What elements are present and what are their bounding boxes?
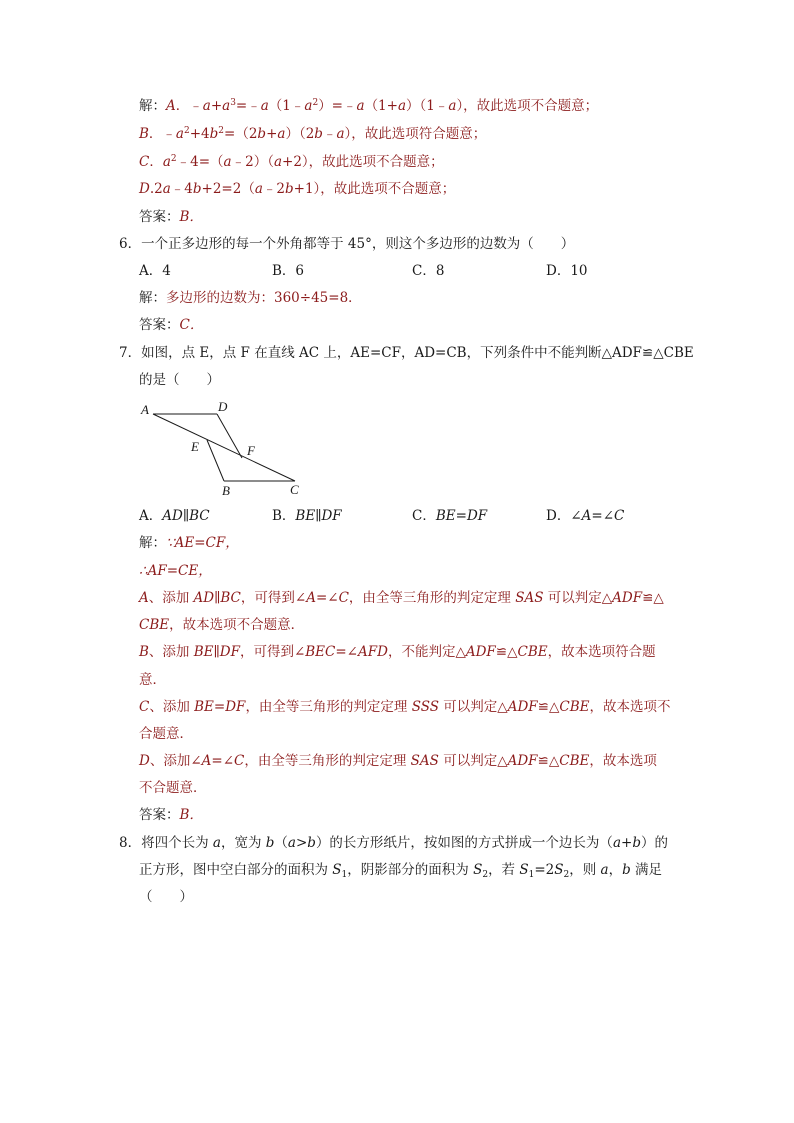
solution-label: 解： bbox=[139, 98, 166, 114]
label-d: D bbox=[218, 399, 228, 414]
q7-solution-therefore: ∴AF=CE， bbox=[139, 563, 212, 579]
q7-geometry-figure bbox=[135, 395, 310, 500]
q5-solution-a-text: A．$﹣a+a^3=﹣a(1﹣a^2)=﹣a(1+a)(1﹣a)$，故此选项不合题意； bbox=[166, 98, 599, 114]
q5-solution-d: D.2a﹣4b+2=2（a﹣2b+1），故此选项不合题意； bbox=[139, 181, 456, 197]
q6-option-c: C．8 bbox=[412, 263, 445, 279]
question-text: 将四个长为 a，宽为 b（a>b）的长方形纸片，按如图的方式拼成一个边长为（a+b）的 bbox=[141, 835, 668, 851]
question-text: 一个正多边形的每一个外角都等于 45°，则这个多边形的边数为（ ） bbox=[141, 236, 575, 252]
q7-answer: 答案：B． bbox=[139, 807, 203, 823]
question-text: 如图，点 E，点 F 在直线 AC 上，AE=CF，AD=CB，下列条件中不能判断△ADF≌△CBE bbox=[141, 345, 694, 361]
q7-solution-label: 解：∵AE=CF， bbox=[139, 535, 239, 551]
label-c: C bbox=[290, 482, 299, 497]
question-number: 7． bbox=[119, 345, 142, 361]
q7-solution-a-line1: A、添加 AD∥BC，可得到∠A=∠C，由全等三角形的判定定理 SAS 可以判定△ADF≌△ bbox=[139, 590, 664, 606]
q7-option-c: C．BE=DF bbox=[412, 508, 488, 524]
q7-answer-value: B． bbox=[179, 807, 203, 823]
q6-question bbox=[119, 235, 574, 253]
q5-solution-c: C．$a^2﹣4=(a﹣2)(a+2)$，故此选项不合题意； bbox=[139, 154, 444, 170]
q7-solution-c-line1: C、添加 BE=DF，由全等三角形的判定定理 SSS 可以判定△ADF≌△CBE，故本选项不 bbox=[139, 699, 671, 715]
label-b: B bbox=[222, 483, 230, 498]
q5-solution-b: B．$﹣a^2+4b^2=(2b+a)(2b﹣a)$，故此选项符合题意； bbox=[139, 126, 487, 142]
q8-question-line3: （ ） bbox=[139, 889, 193, 905]
q7-option-d: D．∠A=∠C bbox=[546, 508, 625, 524]
q7-solution-c-line2: 合题意． bbox=[139, 726, 193, 742]
label-f: F bbox=[247, 443, 255, 458]
q7-solution-b-line1: B、添加 BE∥DF，可得到∠BEC=∠AFD，不能判定△ADF≌△CBE，故本选项符合题 bbox=[139, 644, 656, 660]
q7-question-line1 bbox=[119, 344, 694, 362]
label-e: E bbox=[191, 439, 199, 454]
q8-question-line2: 正方形，图中空白部分的面积为 $S_1$，阴影部分的面积为 $S_2$，若 $S_1=2S_2$，则 a，b 满足 bbox=[139, 862, 663, 880]
q7-solution-a-line2: CBE，故本选项不合题意． bbox=[139, 617, 305, 633]
q7-solution-d-line1: D、添加∠A=∠C，由全等三角形的判定定理 SAS 可以判定△ADF≌△CBE，故本选项 bbox=[139, 753, 657, 769]
q6-solution-text: 多边形的边数为：360÷45=8． bbox=[166, 290, 362, 306]
label-a: A bbox=[141, 402, 149, 417]
q5-answer: 答案：B． bbox=[139, 209, 203, 225]
q8-question-line1 bbox=[119, 834, 668, 852]
q6-option-a: A．4 bbox=[139, 263, 171, 279]
q7-solution-d-line2: 不合题意． bbox=[139, 780, 207, 796]
q7-option-a: A．AD∥BC bbox=[139, 508, 210, 524]
q6-option-b: B．6 bbox=[272, 263, 305, 279]
q6-answer-value: C． bbox=[179, 317, 204, 333]
q5-solution-a bbox=[139, 97, 598, 115]
q6-option-d: D．10 bbox=[546, 263, 588, 279]
q7-solution-given: ∵AE=CF， bbox=[166, 535, 239, 551]
segment-ac bbox=[153, 414, 295, 481]
question-number: 8． bbox=[119, 835, 142, 851]
q7-question-line2: 的是（ ） bbox=[139, 372, 220, 388]
question-number: 6． bbox=[119, 236, 142, 252]
q6-solution: 解：多边形的边数为：360÷45=8． bbox=[139, 290, 362, 306]
q6-answer: 答案：C． bbox=[139, 317, 204, 333]
q5-answer-value: B． bbox=[179, 209, 203, 225]
segment-df bbox=[217, 414, 242, 458]
q7-option-b: B．BE∥DF bbox=[272, 508, 342, 524]
q7-solution-b-line2: 意． bbox=[139, 672, 166, 688]
